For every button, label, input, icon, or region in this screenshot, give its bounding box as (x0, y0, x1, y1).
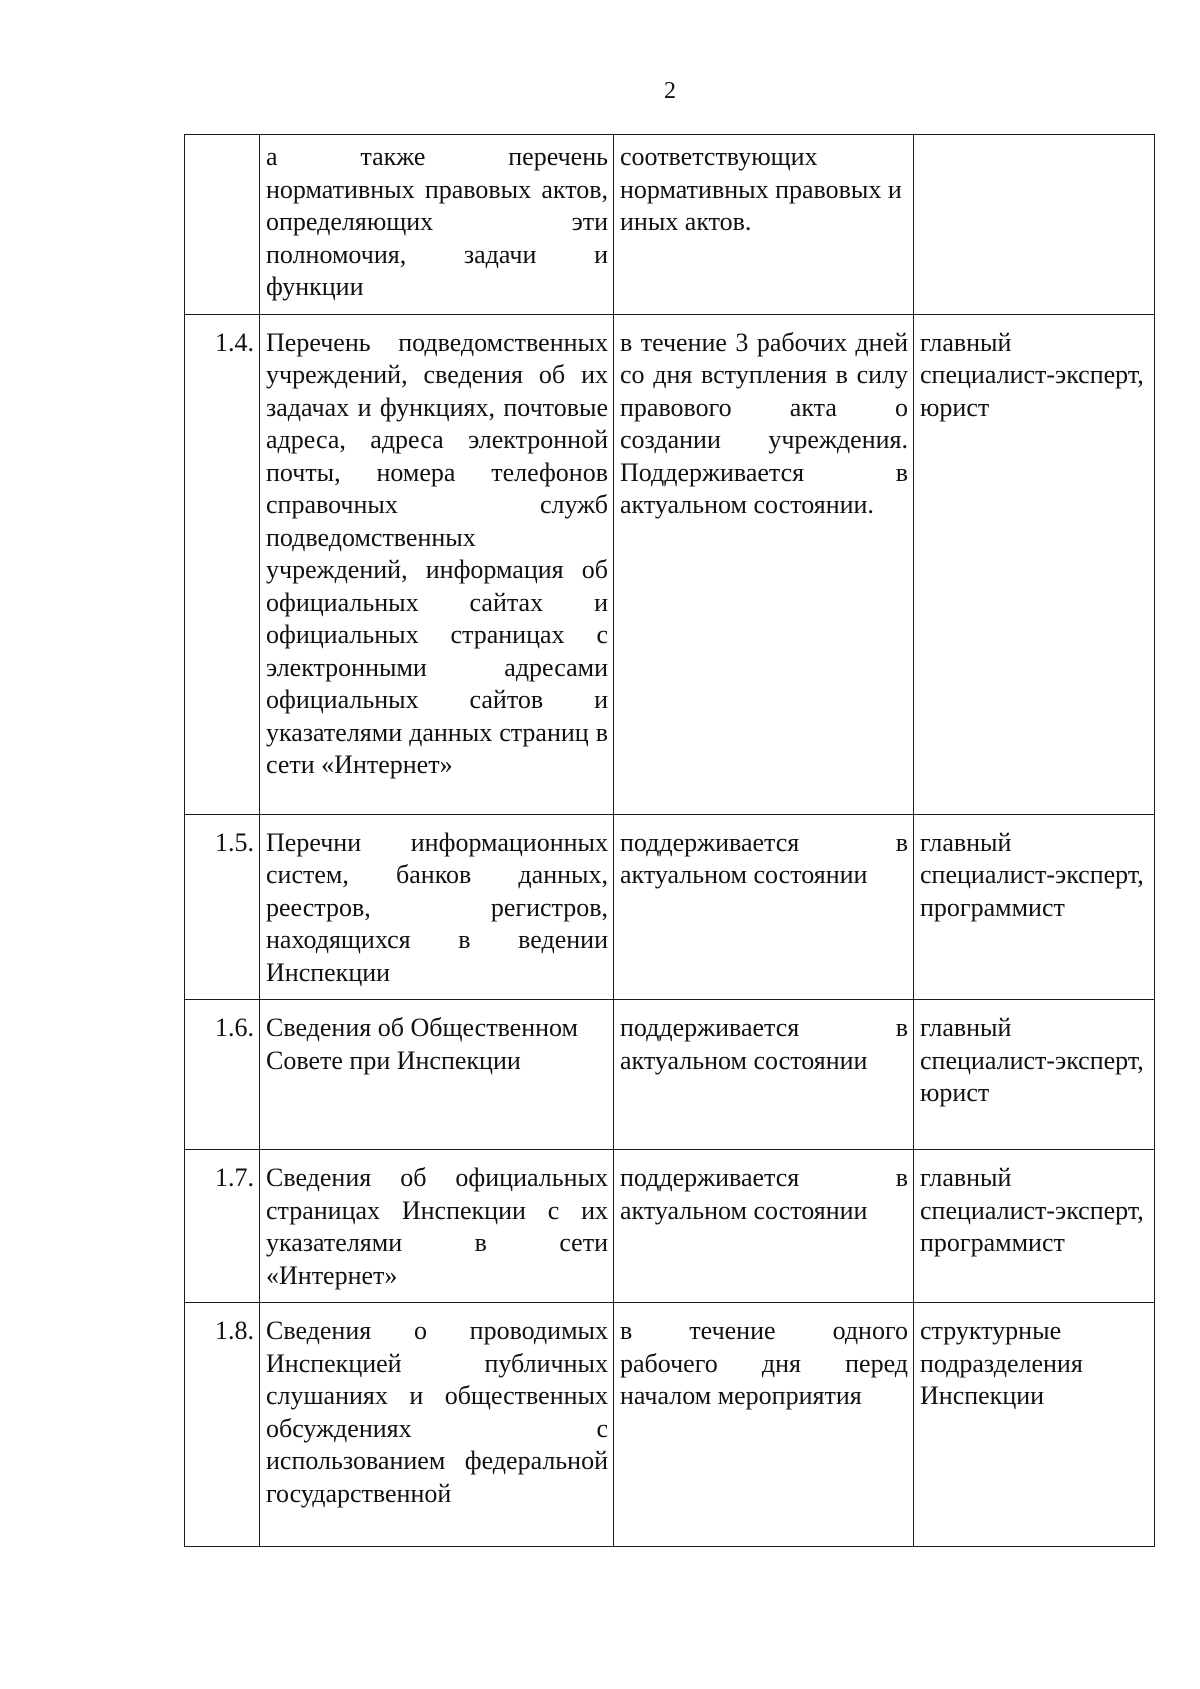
row-number: 1.6. (215, 1013, 254, 1042)
description-cell (260, 314, 614, 814)
row-number-cell (185, 1303, 260, 1547)
description-text: Сведения об Общественном Совете при Инспекции (266, 1013, 579, 1075)
row-number: 1.4. (215, 327, 254, 357)
row-number-cell (185, 314, 260, 814)
responsible-text: главный специалист-эксперт, юрист (920, 327, 1144, 422)
description-text: Перечни информационных систем, банков данных, реестров, регистров, находящихся в ведении Инспекции (266, 827, 608, 987)
responsible-cell (914, 1303, 1155, 1547)
term-cell (614, 1150, 914, 1303)
table-row (185, 314, 1155, 814)
description-text: а также перечень нормативных правовых актов, определяющих эти полномочия, задачи и функции (266, 142, 608, 301)
responsible-text: главный специалист-эксперт, программист (920, 1163, 1144, 1257)
table-row (185, 135, 1155, 315)
term-text: поддерживается в актуальном состоянии (620, 1013, 908, 1075)
term-cell (614, 1000, 914, 1150)
description-cell (260, 1150, 614, 1303)
responsible-cell (914, 814, 1155, 1000)
page-number: 2 (664, 78, 676, 104)
responsible-cell (914, 1150, 1155, 1303)
description-text: Сведения о проводимых Инспекцией публичных слушаниях и общественных обсуждениях с использованием федеральной государственной (266, 1316, 608, 1508)
description-text: Перечень подведомственных учреждений, сведения об их задачах и функциях, почтовые адреса, адреса электронной почты, номера телефонов справочных служб подведомственных учреждений, информация об официальных сайтах и официальных страницах с электронными адресами официальных сайтов и указателями данных страниц в сети «Интернет» (266, 327, 608, 779)
term-cell (614, 1303, 914, 1547)
responsible-text: структурные подразделения Инспекции (920, 1316, 1083, 1410)
row-number-cell (185, 1000, 260, 1150)
description-cell (260, 135, 614, 315)
responsible-text: главный специалист-эксперт, юрист (920, 1013, 1144, 1107)
row-number-cell (185, 814, 260, 1000)
table-row (185, 1000, 1155, 1150)
responsible-cell (914, 1000, 1155, 1150)
row-number-cell (185, 135, 260, 315)
information-table (184, 134, 1155, 1547)
description-text: Сведения об официальных страницах Инспекции с их указателями в сети «Интернет» (266, 1163, 608, 1290)
row-number-cell (185, 1150, 260, 1303)
description-cell (260, 1303, 614, 1547)
responsible-cell (914, 314, 1155, 814)
row-number: 1.5. (215, 827, 254, 857)
row-number: 1.8. (215, 1316, 254, 1345)
term-text: в течение одного рабочего дня перед началом мероприятия (620, 1316, 908, 1410)
term-text: соответствующих нормативных правовых и иных актов. (620, 142, 902, 236)
table-row (185, 1303, 1155, 1547)
row-number: 1.7. (215, 1163, 254, 1192)
responsible-text: главный специалист-эксперт, программист (920, 827, 1144, 922)
term-cell (614, 814, 914, 1000)
term-cell (614, 314, 914, 814)
term-text: в течение 3 рабочих дней со дня вступления в силу правового акта о создании учреждения. Поддерживается в актуальном состоянии. (620, 327, 908, 519)
table-row (185, 1150, 1155, 1303)
responsible-cell (914, 135, 1155, 315)
table-row (185, 814, 1155, 1000)
term-text: поддерживается в актуальном состоянии (620, 1163, 908, 1225)
term-text: поддерживается в актуальном состоянии (620, 827, 908, 889)
description-cell (260, 1000, 614, 1150)
description-cell (260, 814, 614, 1000)
term-cell (614, 135, 914, 315)
